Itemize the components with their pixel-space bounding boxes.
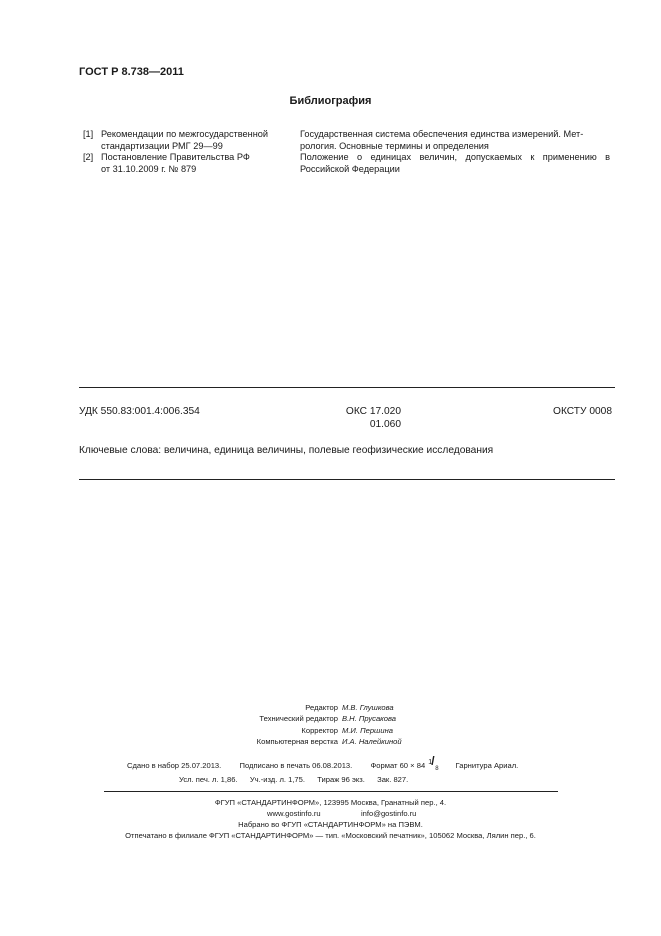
bib-source-line: Постановление Правительства РФ (101, 152, 250, 162)
credit-row (0, 713, 661, 724)
udk-code: УДК 550.83:001.4:006.354 (79, 406, 200, 417)
format-value: 84 (416, 761, 426, 770)
format-fraction (427, 754, 441, 772)
bib-source-line: стандартизации РМГ 29—99 (101, 140, 223, 151)
bib-title-line: Российской Федерации (300, 163, 400, 174)
bib-item-title (300, 129, 610, 152)
printing-note: Отпечатано в филиале ФГУП «СТАНДАРТИНФОРМ» — тип. «Московский печатник», 105062 Москва, Лялин пер., 6. (125, 831, 536, 840)
print-sheets: Усл. печ. л. 1,86. (179, 775, 238, 784)
bib-source-line: от 31.10.2009 г. № 879 (101, 163, 197, 174)
fraction-slash: / (431, 754, 435, 768)
fraction-denominator: 8 (435, 766, 439, 772)
print-info-line1 (127, 754, 519, 772)
credit-role: Технический редактор (259, 714, 338, 724)
typeface: Гарнитура Ариал. (455, 761, 519, 770)
credit-role: Редактор (305, 703, 338, 712)
top-divider (79, 387, 615, 388)
publisher-address: ФГУП «СТАНДАРТИНФОРМ», 123995 Москва, Гранатный пер., 4. (214, 798, 447, 807)
credit-role: Корректор (301, 725, 338, 735)
oks-code (330, 405, 401, 431)
bibliography-title: Библиография (289, 95, 372, 107)
oks-line: 01.060 (369, 419, 401, 430)
credit-role: Компьютерная верстка (256, 736, 338, 746)
credit-name: М.В. Глушкова (342, 703, 394, 712)
signed-date: Подписано в печать 06.08.2013. (239, 761, 353, 770)
credit-row (0, 702, 661, 713)
bib-item-title (300, 152, 610, 175)
print-run: Тираж 96 экз. (317, 775, 365, 784)
bib-item-number: [2] (83, 152, 94, 162)
credits-block (0, 702, 661, 747)
publishing-sheets: Уч.-изд. л. 1,75. (249, 775, 305, 784)
oks-line: ОКС 17.020 (345, 406, 401, 417)
bib-source-line: Рекомендации по межгосударственной (101, 129, 269, 139)
publisher-email: info@gostinfo.ru (361, 809, 417, 818)
typeset-note: Набрано во ФГУП «СТАНДАРТИНФОРМ» на ПЭВМ. (238, 820, 423, 829)
document-code: ГОСТ Р 8.738—2011 (79, 66, 184, 78)
imprint-divider (104, 791, 558, 792)
bib-title-line: Положение о единицах величин, допускаемых к применению в (300, 152, 610, 162)
format-label: Формат 60 (370, 761, 409, 770)
credit-name: И.А. Налейкиной (342, 736, 402, 746)
credit-name: В.Н. Прусакова (342, 714, 396, 724)
credit-row (0, 736, 661, 747)
bottom-divider (79, 479, 615, 480)
submitted-date: Сдано в набор 25.07.2013. (127, 761, 222, 770)
format-times: × (410, 761, 415, 770)
keywords: Ключевые слова: величина, единица величины, полевые геофизические исследования (79, 445, 494, 456)
bib-title-line: рология. Основные термины и определения (300, 140, 489, 151)
publisher-website: www.gostinfo.ru (267, 809, 321, 818)
bib-item-number: [1] (83, 129, 94, 139)
order-number: Зак. 827. (377, 775, 409, 784)
bib-item-source (101, 129, 268, 152)
fraction-numerator: 1 (428, 759, 433, 766)
credit-name: М.И. Першина (342, 725, 393, 735)
credit-row (0, 725, 661, 736)
okstu-code: ОКСТУ 0008 (553, 406, 612, 417)
bib-item-source (101, 152, 250, 175)
print-info-line2 (179, 774, 408, 785)
bib-title-line: Государственная система обеспечения единства измерений. Мет- (300, 129, 584, 139)
